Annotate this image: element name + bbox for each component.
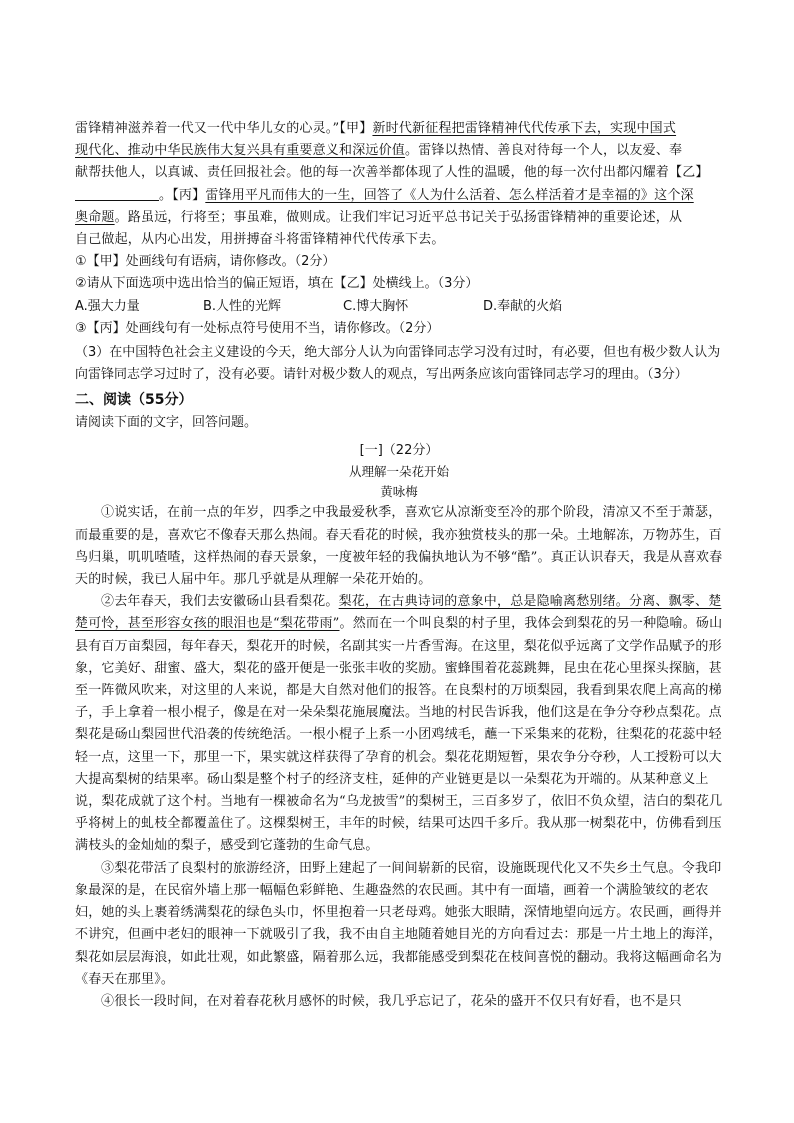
passage-line bbox=[75, 118, 723, 140]
section-heading: 二、阅读（55分） bbox=[75, 392, 193, 409]
underlined-sentence: 梨花，在古典诗词的意象中，总是隐喻离愁别绪。分离、飘零、楚楚可怜，甚至形容女孩的眼泪也是“梨花带雨” bbox=[75, 594, 722, 632]
underlined-sentence-bing: 奥命题 bbox=[75, 209, 115, 225]
option-b[interactable]: B.人性的光辉 bbox=[203, 298, 282, 314]
paragraph-4: ④很长一段时间，在对着春花秋月感怀的时候，我几乎忘记了，花朵的盛开不仅只有好看，也不是只 bbox=[101, 993, 682, 1009]
option-c[interactable]: C.博大胸怀 bbox=[343, 298, 409, 314]
passage-text: 。雷锋以热情、善良对待每一个人，以友爱、奉 bbox=[405, 143, 683, 159]
passage-text: 。【丙】 bbox=[159, 187, 206, 203]
underlined-sentence-jia: 新时代新征程把雷锋精神代代传承下去，实现中国式 bbox=[372, 121, 677, 136]
underlined-sentence-jia: 现代化、推动中华民族伟大复兴具有重要意义和深远价值 bbox=[75, 143, 406, 159]
answer-blank-yi[interactable] bbox=[75, 186, 159, 201]
option-d[interactable]: D.奉献的火焰 bbox=[483, 298, 563, 314]
question-3: ③【丙】处画线句有一处标点符号使用不当，请你修改。（2分） bbox=[75, 320, 440, 336]
paragraph-text: 。然而在一个叫良梨的村子里，我体会到梨花的另一种隐喻。砀山县有百万亩梨园，每年春天，梨花开的时候，名副其实一片香雪海。在这里，梨花似乎远离了文学作品赋予的形象，它美好、甜蜜、盛大，梨花的盛开便是一张张丰收的奖励。蜜蜂围着花蕊跳舞，昆虫在花心里探头探脑，甚至一阵微风吹来，对这里的人来说，都是大自然对他们的报答。在良梨村的万顷梨园，我看到果农爬上高高的梯子，手上拿着一根小棍子，像是在对一朵朵梨花施展魔法。当地的村民告诉我，他们这是在争分夺秒点梨花。点梨花是砀山梨园世代沿袭的传统绝活。一根小棍子上系一小团鸡绒毛，蘸一下采集来的花粉，往梨花的花蕊中轻轻一点，这里一下，那里一下，果实就这样获得了孕育的机会。梨花花期短暂，果农争分夺秒，人工授粉可以大大提高梨树的结果率。砀山梨是整个村子的经济支柱，延伸的产业链更是以一朵梨花为开端的。从某种意义上说，梨花成就了这个村。当地有一棵被命名为“乌龙披雪”的梨树王，三百多岁了，依旧不负众望，洁白的梨花几乎将树上的虬枝全都覆盖住了。这棵梨树王，丰年的时候，结果可达四千多斤。我从那一树梨花中，仿佛看到压满枝头的金灿灿的梨子，感受到它蓬勃的生命气息。 bbox=[75, 616, 723, 854]
passage-text: 。路虽远，行将至；事虽难，做则成。让我们牢记习近平总书记关于弘扬雷锋精神的重要论述，从 bbox=[114, 209, 683, 225]
question-4: （3）在中国特色社会主义建设的今天，绝大部分人认为向雷锋同志学习没有过时，有必要，但也有极少数人认为向雷锋同志学习过时了，没有必要。请针对极少数人的观点，写出两条应该向雷锋同志学习的理由。（3分） bbox=[75, 344, 721, 383]
underlined-sentence-bing: 雷锋用平凡而伟大的一生，回答了《人为什么活着、怎么样活着才是幸福的》这个深 bbox=[205, 187, 694, 203]
passage-line bbox=[75, 207, 723, 229]
option-list bbox=[75, 296, 723, 318]
paragraph-1: ①说实话，在前一点的年岁，四季之中我最爱秋季，喜欢它从凉渐变至冷的那个阶段，清凉又不至于萧瑟，而最重要的是，喜欢它不像春天那么热闹。春天看花的时候，我亦独赏枝头的那一朵。土地解冻，万物苏生，百鸟归巢，叽叽喳喳，这样热闹的春天景象，一度被年轻的我偏执地认为不够“酷”。真正认识春天，我是从喜欢春天的时候，我已人届中年。那几乎就是从理解一朵花开始的。 bbox=[75, 505, 723, 588]
article-author: 黄咏梅 bbox=[380, 484, 418, 500]
passage-line: 自己做起，从内心出发，用拼搏奋斗将雷锋精神代代传承下去。 bbox=[75, 232, 445, 248]
paragraph-text: ②去年春天，我们去安徽砀山县看梨花。 bbox=[101, 594, 339, 610]
passage-line bbox=[75, 185, 723, 207]
question-1: ①【甲】处画线句有语病，请你修改。（2分） bbox=[75, 254, 336, 270]
subsection-label: [一]（22分） bbox=[359, 443, 439, 459]
exam-page bbox=[75, 118, 723, 1013]
article-title: 从理解一朵花开始 bbox=[348, 464, 449, 480]
question-2: ②请从下面选项中选出恰当的偏正短语，填在【乙】处横线上。（3分） bbox=[75, 276, 479, 292]
passage-line: 献帮扶他人，以真诚、责任回报社会。他的每一次善举都体现了人性的温暖，他的每一次付出都闪耀着【乙】 bbox=[75, 165, 709, 181]
instruction: 请阅读下面的文字，回答问题。 bbox=[75, 415, 258, 431]
passage-line bbox=[75, 140, 723, 162]
passage-text: 雷锋精神滋养着一代又一代中华儿女的心灵。”【甲】 bbox=[75, 121, 373, 136]
paragraph-2 bbox=[75, 591, 723, 857]
option-a[interactable]: A.强大力量 bbox=[75, 298, 140, 314]
paragraph-3: ③梨花带活了良梨村的旅游经济，田野上建起了一间间崭新的民宿，设施既现代化又不失乡土气息。令我印象最深的是，在民宿外墙上那一幅幅色彩鲜艳、生趣盎然的农民画。其中有一面墙，画着一个满脸皱纹的老农妇，她的头上裹着绣满梨花的绿色头巾，怀里抱着一只老母鸡。她张大眼睛，深情地望向远方。农民画，画得并不讲究，但画中老妇的眼神一下就吸引了我，我不由自主地随着她目光的方向看过去：那是一片土地上的海洋，梨花如层层海浪，如此壮观，如此繁盛，隔着那么远，我都能感受到梨花在枝间喜悦的翻动。我将这幅画命名为《春天在那里》。 bbox=[75, 860, 722, 987]
